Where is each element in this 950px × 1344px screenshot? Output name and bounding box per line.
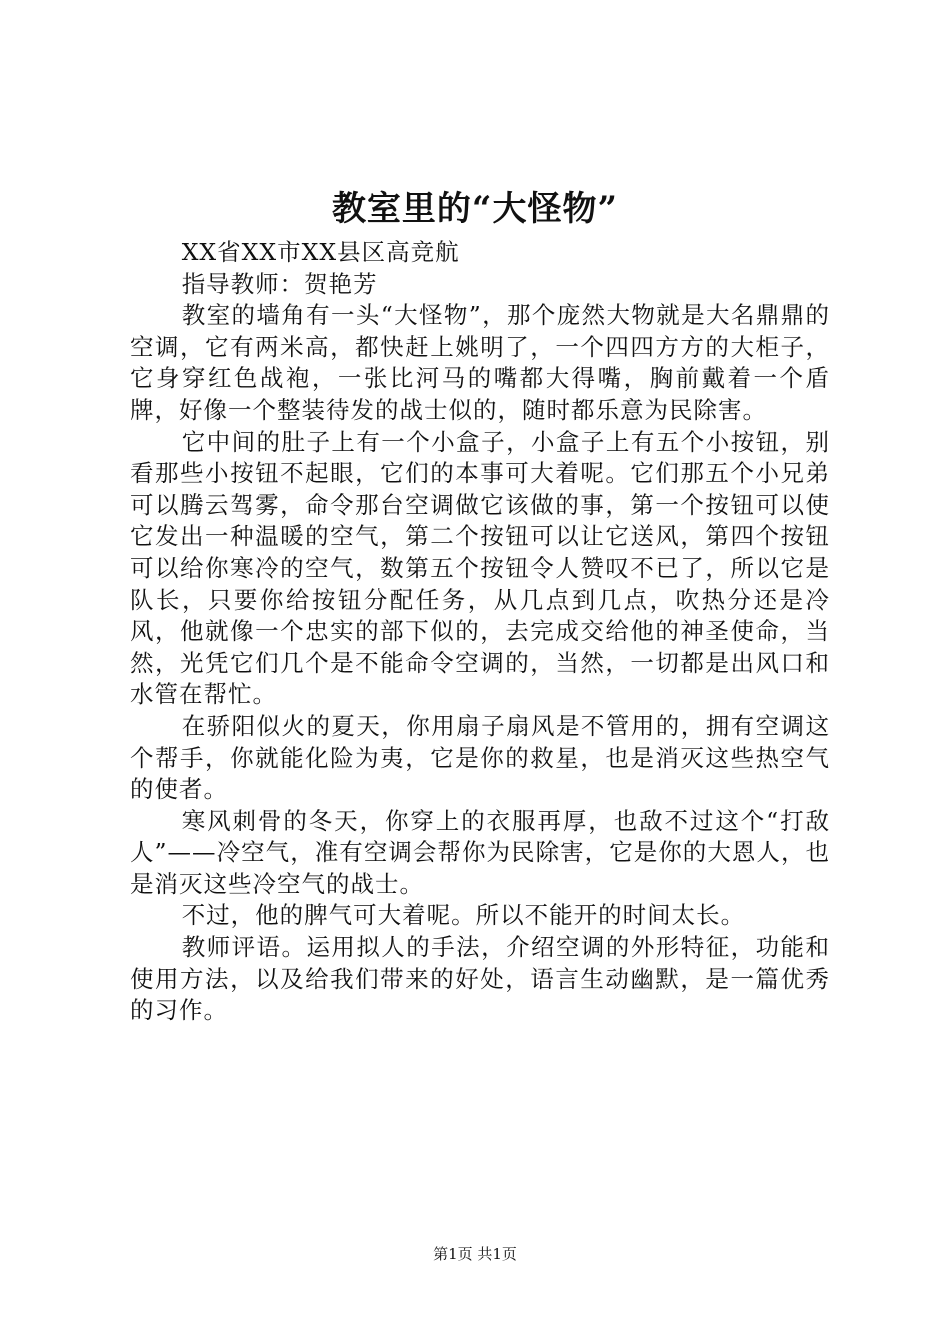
paragraph: 它中间的肚子上有一个小盒子，小盒子上有五个小按钮，别看那些小按钮不起眼，它们的本事可大着呢。它们那五个小兄弟可以腾云驾雾，命令那台空调做它该做的事，第一个按钮可以使它发出一种温暖的空气，第二个按钮可以让它送风，第四个按钮可以给你寒冷的空气，数第五个按钮令人赞叹不已了，所以它是队长，只要你给按钮分配任务，从几点到几点，吹热分还是冷风，他就像一个忠实的部下似的，去完成交给他的神圣使命，当然，光凭它们几个是不能命令空调的，当然，一切都是出风口和水管在帮忙。 — [130, 427, 830, 709]
page-number: 第1页 共1页 — [433, 1245, 517, 1263]
teacher-line: 指导教师：贺艳芳 — [181, 269, 378, 298]
paragraph: 在骄阳似火的夏天，你用扇子扇风是不管用的，拥有空调这个帮手，你就能化险为夷，它是你的救星，也是消灭这些热空气的使者。 — [130, 711, 830, 804]
author-line: XX省XX市XX县区高竞航 — [181, 238, 460, 266]
document-body — [130, 237, 830, 1027]
document-title: 教室里的“大怪物” — [331, 189, 619, 229]
paragraph: 教师评语。运用拟人的手法，介绍空调的外形特征，功能和使用方法，以及给我们带来的好处，语言生动幽默，是一篇优秀的习作。 — [130, 933, 830, 1025]
paragraph: 寒风刺骨的冬天，你穿上的衣服再厚，也敌不过这个“打敌人”——冷空气，准有空调会帮你为民除害，它是你的大恩人，也是消灭这些冷空气的战士。 — [130, 806, 830, 898]
paragraph: 教室的墙角有一头“大怪物”，那个庞然大物就是大名鼎鼎的空调，它有两米高，都快赶上姚明了，一个四四方方的大柜子，它身穿红色战袍，一张比河马的嘴都大得嘴，胸前戴着一个盾牌，好像一个整装待发的战士似的，随时都乐意为民除害。 — [130, 301, 830, 424]
paragraph: 不过，他的脾气可大着呢。所以不能开的时间太长。 — [181, 901, 746, 930]
